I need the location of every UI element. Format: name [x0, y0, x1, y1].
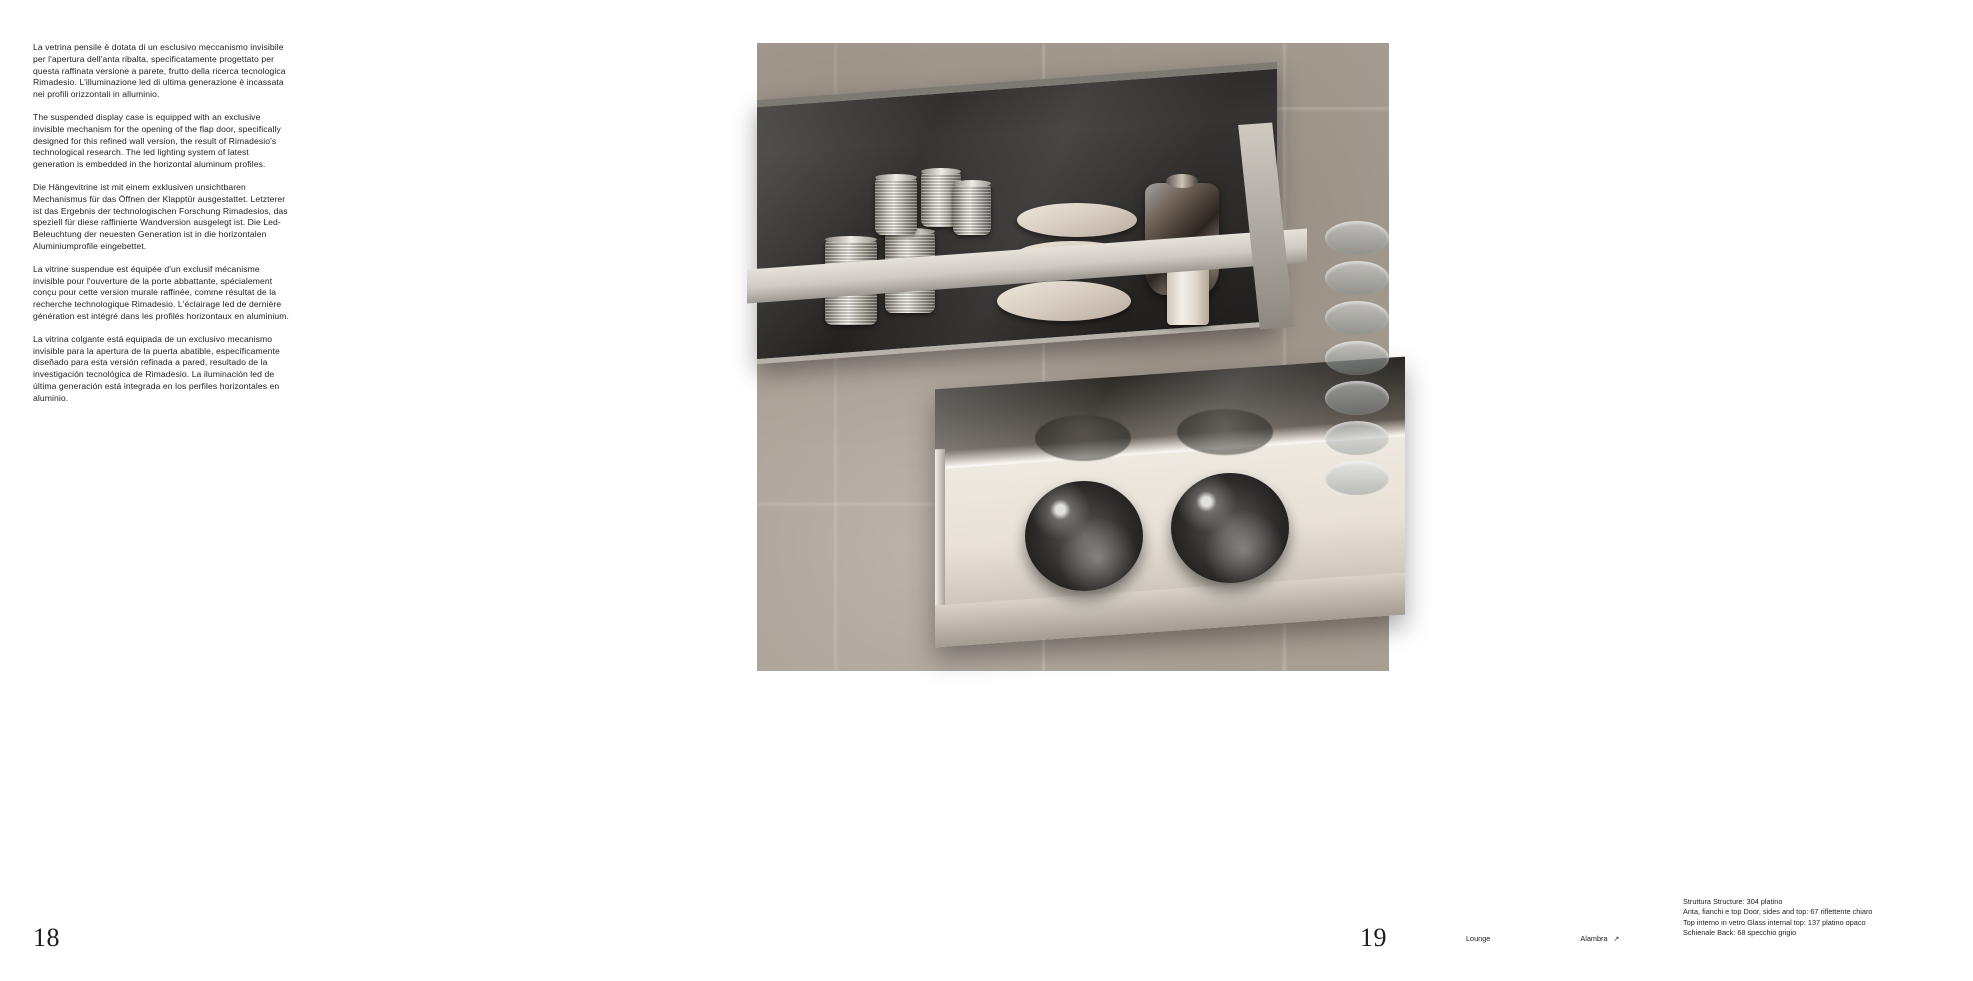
- caption-line: Top interno in vetro Glass internal top: 137 platino opaco: [1683, 917, 1866, 927]
- ribbed-tin: [953, 183, 991, 235]
- glass-sphere: [1171, 473, 1289, 583]
- glass-bowl: [1325, 341, 1389, 375]
- paragraph-spanish: La vitrina colgante está equipada de un exclusivo mecanismo invisible para la apertura de la puerta abatible, específicamente diseñado para esta versión refinada a pared, resultado de la investigación tecnológica de Rimadesio. La iluminación led de última generación está integrada en los perfiles horizontales en aluminio.: [33, 333, 280, 403]
- ribbed-tin: [875, 177, 917, 235]
- glass-bowl: [1325, 221, 1389, 255]
- paragraph-german: Die Hängevitrine ist mit einem exklusiven unsichtbaren Mechanismus für das Öffnen der Klapptür ausgestattet. Letzterer ist das Ergebnis der technologischen Forschung Rimadesios, das speziell für diese raffinierte Wandversion ausgelegt ist. Die Led-Beleuchtung der neuesten Generation ist in die horizontalen Aluminiumprofile eingebettet.: [33, 181, 288, 251]
- stone-disc: [1017, 203, 1137, 237]
- right-page: [710, 0, 1873, 981]
- description-text-column: [33, 42, 291, 405]
- product-photograph: [757, 43, 1389, 671]
- page-number-right: 19: [1359, 923, 1387, 952]
- glass-bowl: [1325, 421, 1389, 455]
- stacked-glass-bowls: [1325, 221, 1389, 541]
- glass-bowl: [1325, 261, 1389, 295]
- paragraph-italian: La vetrina pensile è dotata di un esclusivo meccanismo invisibile per l'apertura dell'anta ribalta, specificatamente progettato per questa raffinata versione a parete, frutto della ricerca tecnologica Rimadesio. L'illuminazione led di ultima generazione è incassata nei profili orizzontali in alluminio.: [33, 42, 286, 100]
- sphere-reflection: [1035, 415, 1131, 461]
- paragraph-english: The suspended display case is equipped with an exclusive invisible mechanism for the opening of the flap door, specifically designed for this refined wall version, the result of Rimadesio's technological research. The led lighting system of latest generation is embedded in the horizontal aluminum profiles.: [33, 111, 281, 170]
- collection-label: Lounge: [1466, 934, 1491, 943]
- caption-line: Schienale Back: 68 specchio grigio: [1683, 927, 1797, 937]
- caption-line: Anta, fianchi e top Door, sides and top: 67 riflettente chiaro: [1683, 907, 1873, 917]
- glass-bowl: [1325, 461, 1389, 495]
- product-specification-caption: [1683, 897, 1973, 938]
- page-number-left: 18: [33, 923, 61, 952]
- caption-line: Struttura Structure: 304 platino: [1683, 897, 1783, 907]
- stone-disc: [997, 281, 1131, 321]
- product-name: Alambra: [1580, 934, 1608, 943]
- sphere-reflection: [1177, 409, 1273, 455]
- glass-sphere: [1025, 481, 1143, 591]
- product-link[interactable]: [1580, 934, 1619, 943]
- left-page: [0, 0, 710, 981]
- arrow-icon: ↗: [1613, 936, 1620, 943]
- paragraph-french: La vitrine suspendue est équipée d'un exclusif mécanisme invisible pour l'ouverture de la porte abbattante, spécialement conçu pour cette version murale raffinée, comme résultat de la recherche technologique Rimadesio. L'éclairage led de dernière génération est intégré dans les profilés horizontaux en aluminium.: [33, 263, 289, 321]
- footer-labels: [1466, 934, 1696, 943]
- glass-bowl: [1325, 381, 1389, 415]
- glass-bowl: [1325, 301, 1389, 335]
